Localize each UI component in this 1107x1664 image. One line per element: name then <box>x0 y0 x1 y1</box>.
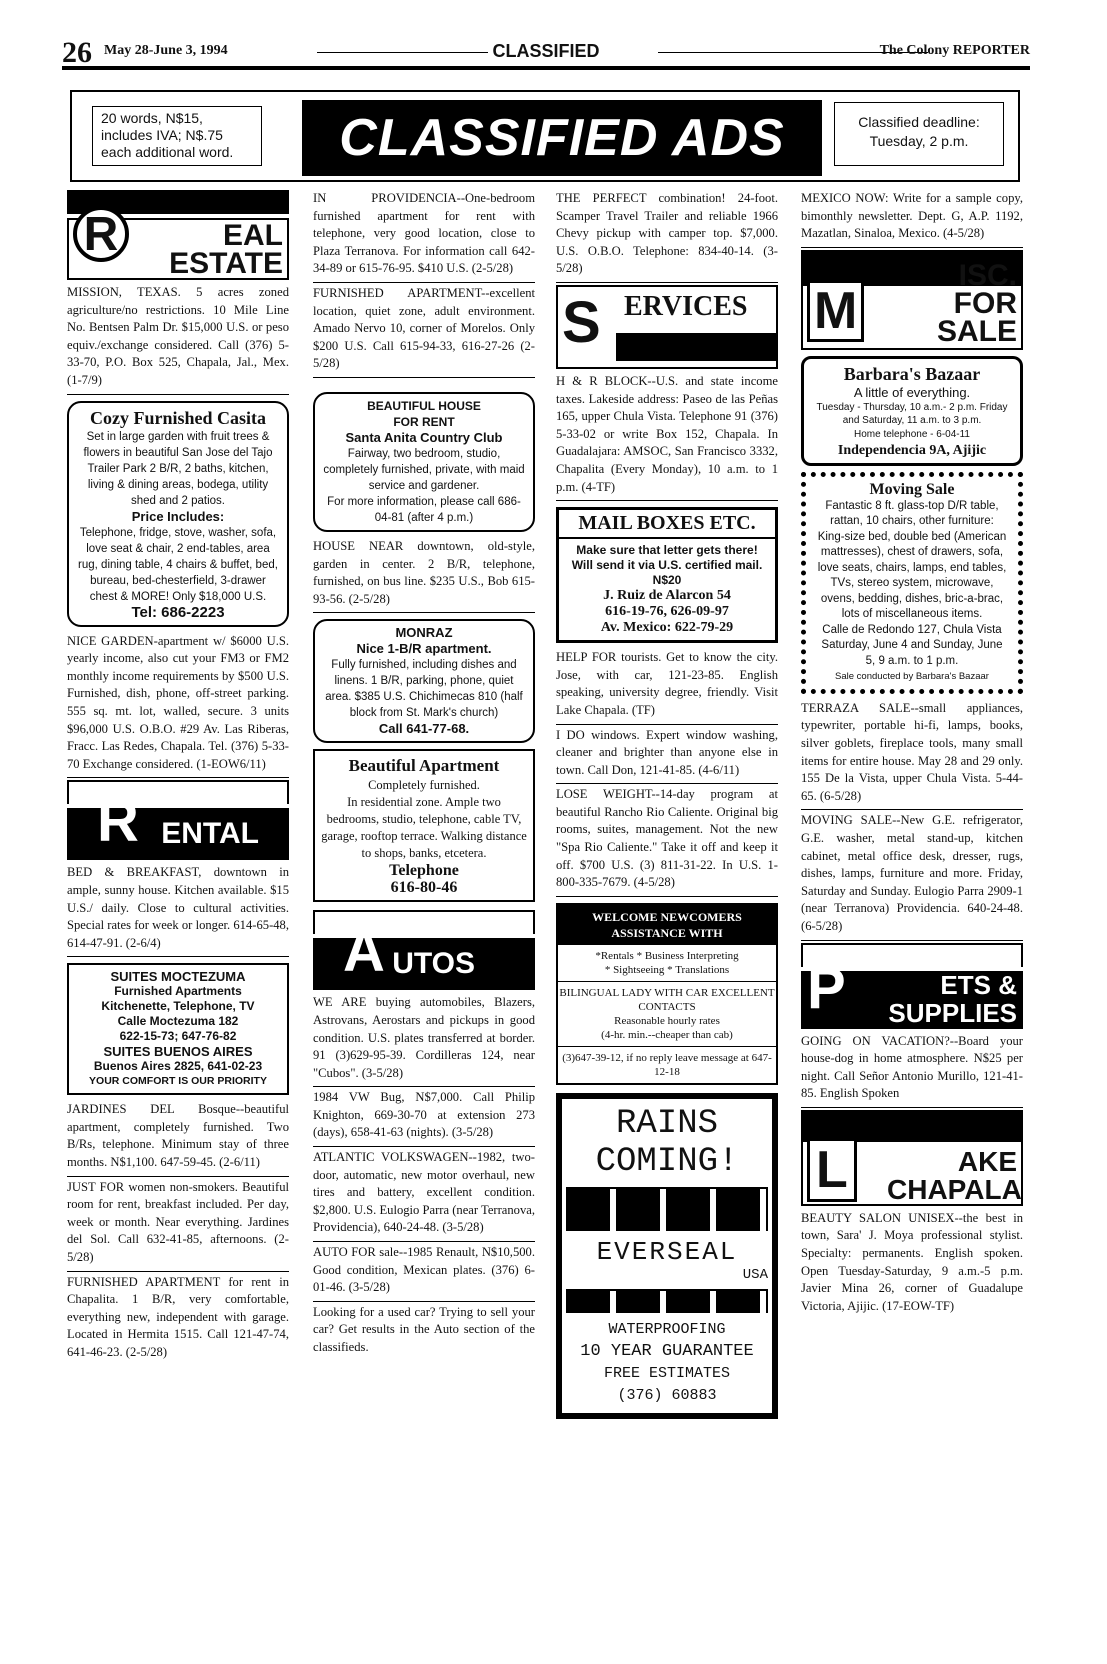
cozy-price: Telephone, fridge, stove, washer, sofa, love seat & chair, 2 end-tables, area rug, dining table, 4 chairs & buffet, bed, bureau, bed-chesterfield, 3-drawer chest & MORE! Only $18,000 U.S. <box>78 526 278 603</box>
brick-graphic <box>566 1187 768 1231</box>
services-label: ERVICES <box>624 290 748 322</box>
lake-label: AKE CHAPALA <box>887 1145 1022 1205</box>
everseal-brand: EVERSEAL <box>596 1236 738 1267</box>
ad-hr-block: H & R BLOCK--U.S. and state income taxes. Lakeside address: Paseo de las Peñas 165, upper Chula Vista. Telephone 91 (376) 5-33-02 or write Box 152, Chapala. In Guadalajara: AMSOC, San Francisco 3332, Chapalita (Every Monday), 10 a.m. to 1 p.m. (4-TF) <box>556 373 778 501</box>
beautiful-apartment-ad: Beautiful Apartment Completely furnished. In residential zone. Ample two bedrooms, studio, telephone, cable TV, garage, rooftop terrace. Walking distance to shops, banks, etcetera. Telephone 616-80-46 <box>313 749 535 902</box>
ad-house-near: HOUSE NEAR downtown, old-style, garden in center. 2 B/R, telephone, furnished, on bus line. $235 U.S., Bob 615-93-56. (2-5/28) <box>313 538 535 613</box>
services-banner <box>556 285 778 369</box>
ad-perfect: THE PERFECT combination! 24-foot. Scamper Travel Trailer and reliable 1966 Chevy pickup with camper top. $7,000. U.S. O.B.O. Telephone: 834-40-14. (3-5/28) <box>556 190 778 283</box>
ad-terraza: TERRAZA SALE--small appliances, typewriter, portable hi-fi, lamps, books, silver goblets, fireplace tools, many small items for entire house. May 28 and 29 only. 155 De la Vista, upper Chula Vista. 5-44-65. (6-5/28) <box>801 700 1023 811</box>
barbaras-bazaar-ad: Barbara's Bazaar A little of everything. Tuesday - Thursday, 10 a.m.- 2 p.m. Friday and Saturday, 11 a.m. to 3 p.m. Home telephone - 6-04-11 Independencia 9A, Ajijic <box>801 356 1023 466</box>
section-name: CLASSIFIED <box>488 41 603 61</box>
pets-label: ETS & SUPPLIES <box>888 969 1017 1028</box>
rental-initial: R <box>97 789 139 855</box>
cozy-price-head: Price Includes: <box>131 508 225 524</box>
misc-initial: M <box>807 280 864 342</box>
issue-date: May 28-June 3, 1994 <box>104 43 228 58</box>
ad-providencia: IN PROVIDENCIA--One-bedroom furnished apartment for rent with telephone, very good location, close to Plaza Terranova. For information call 642-34-89 or 615-76-95. $410 U.S. (2-5/28) <box>313 190 535 283</box>
everseal-ad: RAINS COMING! EVERSEAL USA WATERPROOFING 10 YEAR GUARANTEE FREE ESTIMATES (376) 60883 <box>556 1093 778 1419</box>
ad-moving-sale: MOVING SALE--New G.E. refrigerator, G.E. washer, metal stand-up, kitchen cabinet, metal office desk, dresser, rugs, dishes, lamps, furniture and more. Friday, Saturday and Sunday. Eulogio Parra 2909-1 (near Terranova) Providencia. 640-24-48. (6-5/28) <box>801 812 1023 940</box>
ad-beauty: BEAUTY SALON UNISEX--the best in town, Sara' J. Moya professional stylist. Specialty: permanents. English spoken. Open Tuesday-Saturday, 9 a.m.-5 p.m. Javier Mina 26, corner of Guadalupe Victoria, Ajijic. (17-EOW-TF) <box>801 1210 1023 1313</box>
deadline-box: Classified deadline: Tuesday, 2 p.m. <box>834 102 1004 166</box>
column-4 <box>801 188 1023 1664</box>
misc-label: ISC. FOR SALE <box>936 258 1017 348</box>
monraz-ad: MONRAZ Nice 1-B/R apartment. Fully furnished, including dishes and linens. 1 B/R, parking, phone, quiet area. $385 U.S. Chichimecas 810 (half block from St. Mark's church) Call 641-77-68. <box>313 619 535 743</box>
cozy-body: Set in large garden with fruit trees & flowers in beautiful San Jose del Tajo Trailer Park 2 B/R, 2 baths, kitchen, living & dining areas, bodega, utility shed and 2 patios. <box>83 430 273 507</box>
ad-nice-garden: NICE GARDEN-apartment w/ $6000 U.S. yearly income, also cut your FM3 or FM2 monthly income requirements by $500 U.S. Furnished, dish, phone, off-street parking. 555 sq. mt. lot, walled, secure. 3 units $96,000 U.S. O.B.O. #29 Av. Las Riberas, Fracc. Las Redes, Chapala. Tel. (376) 5-33-70 Exchange considered. (1-EOW6/11) <box>67 633 289 779</box>
ad-mission: MISSION, TEXAS. 5 acres zoned agriculture/no restrictions. 10 Mile Line No. Bentsen Palm Dr. $15,000 U.S. or peso equiv./exchange considered. Call (376) 5-33-70, P.O. Box 525, Chapala, Jal., Mex. (1-7/9) <box>67 284 289 395</box>
misc-banner <box>801 250 1023 350</box>
ad-we-are: WE ARE buying automobiles, Blazers, Astrovans, Aerostars and pickups in good condition. U.S. plates transferred at border. 91 (3)629-95-39. Cordilleras 124, near "Cubos". (3-5/28) <box>313 994 535 1087</box>
ad-atlantic: ATLANTIC VOLKSWAGEN--1982, two-door, automatic, new motor overhaul, new tires and battery, excellent condition. $2,800. U.S. Eulogio Parra (near Terranova, Providencia), 640-24-48. (3-5/28) <box>313 1149 535 1242</box>
ad-going: GOING ON VACATION?--Board your house-dog in home atmosphere. N$25 per night. Call Señor Antonio Murillo, 121-41-85. English Spoken <box>801 1033 1023 1108</box>
column-2 <box>313 188 535 1664</box>
beautiful-house-ad: BEAUTIFUL HOUSE FOR RENT Santa Anita Country Club Fairway, two bedroom, studio, completely furnished, private, with maid service and gardener. For more information, please call 686-04-81 (after 4 p.m.) <box>313 392 535 532</box>
rental-banner <box>67 780 289 860</box>
autos-initial: A <box>343 919 385 985</box>
page-number: 26 <box>62 36 92 69</box>
ad-help-for: HELP FOR tourists. Get to know the city. Jose, with car, 121-23-85. English speaking, university degree, friendly. Visit Lake Chapala. (TF) <box>556 649 778 724</box>
cozy-casita-ad <box>67 401 289 627</box>
cozy-tel: Tel: 686-2223 <box>131 603 225 621</box>
column-3 <box>556 188 778 1664</box>
real-estate-initial: R <box>73 206 129 262</box>
lake-chapala-banner <box>801 1110 1023 1206</box>
autos-label: UTOS <box>392 947 475 981</box>
pets-banner <box>801 943 1023 1029</box>
ad-furnished: FURNISHED APARTMENT--excellent location, quiet zone, adult environment. Amado Nervo 10, corner of Morelos. Only $200 U.S. Call 615-94-33, 616-27-26 (2-5/28) <box>313 285 535 378</box>
real-estate-banner <box>67 190 289 280</box>
suites-ad: SUITES MOCTEZUMA Furnished Apartments Kitchenette, Telephone, TV Calle Moctezuma 182 622-15-73; 647-76-82 SUITES BUENOS AIRES Buenos Aires 2825, 641-02-23 YOUR COMFORT IS OUR PRIORITY <box>67 963 289 1095</box>
ad-i-do: I DO windows. Expert window washing, cleaner and brighter than anyone else in town. Call Don, 121-41-85. (4-6/11) <box>556 727 778 785</box>
ad-just-for: JUST FOR women non-smokers. Beautiful room for rent, breakfast included. Per day, week or month. Near everything. Jardines del Sol. Call 632-41-85, afternoons. (2-5/28) <box>67 1179 289 1272</box>
moving-sale-ad: Moving Sale Fantastic 8 ft. glass-top D/R table, rattan, 10 chairs, other furniture: King-size bed, double bed (American mattresses), chest of drawers, sofa, love seats, chairs, lamps, end tables, TVs, stereo system, microwave, ovens, bedding, dishes, bric-a-brac, lots of miscellaneous items. Calle de Redondo 127, Chula Vista Saturday, June 4 and Sunday, June 5, 9 a.m. to 1 p.m. Sale conducted by Barbara's Bazaar <box>801 472 1023 694</box>
masthead <box>62 36 1030 70</box>
real-estate-label: EAL ESTATE <box>169 219 283 280</box>
pets-initial: P <box>807 955 846 1021</box>
paper-name: The Colony REPORTER <box>879 43 1030 58</box>
column-1 <box>67 188 289 1664</box>
lake-initial: L <box>807 1138 857 1202</box>
services-initial: S <box>562 289 601 355</box>
ad-looking: Looking for a used car? Trying to sell your car? Get results in the Auto section of the classifieds. <box>313 1304 535 1354</box>
mail-boxes-ad: MAIL BOXES ETC. Make sure that letter gets there! Will send it via U.S. certified mail. N$20 J. Ruiz de Alarcon 54 616-19-76, 626-09-97 Av. Mexico: 622-79-29 <box>556 507 778 643</box>
autos-banner <box>313 910 535 990</box>
welcome-newcomers-ad: WELCOME NEWCOMERS ASSISTANCE WITH *Rentals * Business Interpreting * Sightseeing * Translations BILINGUAL LADY WITH CAR EXCELLENT CONTACTS Reasonable hourly rates (4-hr. min.--cheaper than cab) (3)647-39-12, if no reply leave message at 647-12-18 <box>556 903 778 1085</box>
ad-mexico-now: MEXICO NOW: Write for a sample copy, bimonthly newsletter. Dept. G, A.P. 1192, Mazatlan, Sinaloa, Mexico. (4-5/28) <box>801 190 1023 248</box>
ad-furnished-chapalita: FURNISHED APARTMENT for rent in Chapalita. 1 B/R, very comfortable, everything new, independent with garage. Located in Hermita 1515. Call 121-47-74, 641-46-23. (2-5/28) <box>67 1274 289 1359</box>
cozy-title: Cozy Furnished Casita <box>89 407 266 428</box>
rates-box: 20 words, N$15, includes IVA; N$.75 each additional word. <box>92 106 262 166</box>
ad-jardines: JARDINES DEL Bosque--beautiful apartment, completely furnished. Two B/Rs, telephone. Minimum stay of three months. N$1,100. 647-59-45. (2-6/11) <box>67 1101 289 1176</box>
ad-auto-for: AUTO FOR sale--1985 Renault, N$10,500. Good condition, Mexican plates. (376) 6-01-46. (3-5/28) <box>313 1244 535 1302</box>
classified-title: CLASSIFIED ADS <box>302 100 822 176</box>
rental-label: ENTAL <box>161 817 259 851</box>
ad-vw: 1984 VW Bug, N$7,000. Call Philip Knighton, 669-30-70 at extension 273 (days), 658-41-63 (nights). (3-5/28) <box>313 1089 535 1147</box>
ad-lose: LOSE WEIGHT--14-day program at beautiful Rancho Rio Caliente. Original big rooms, suites, management. Not the new "Spa Rio Caliente." Take it off and keep it off. $700 U.S. (3) 811-31-22. In U.S. 1-800-335-7679. (4-5/28) <box>556 786 778 897</box>
classified-header <box>70 90 1020 182</box>
ad-bnb: BED & BREAKFAST, downtown in ample, sunny house. Kitchen available. $15 U.S./ daily. Close to cultural activities. Special rates for week or longer. 614-65-48, 614-47-91. (2-6/4) <box>67 864 289 957</box>
